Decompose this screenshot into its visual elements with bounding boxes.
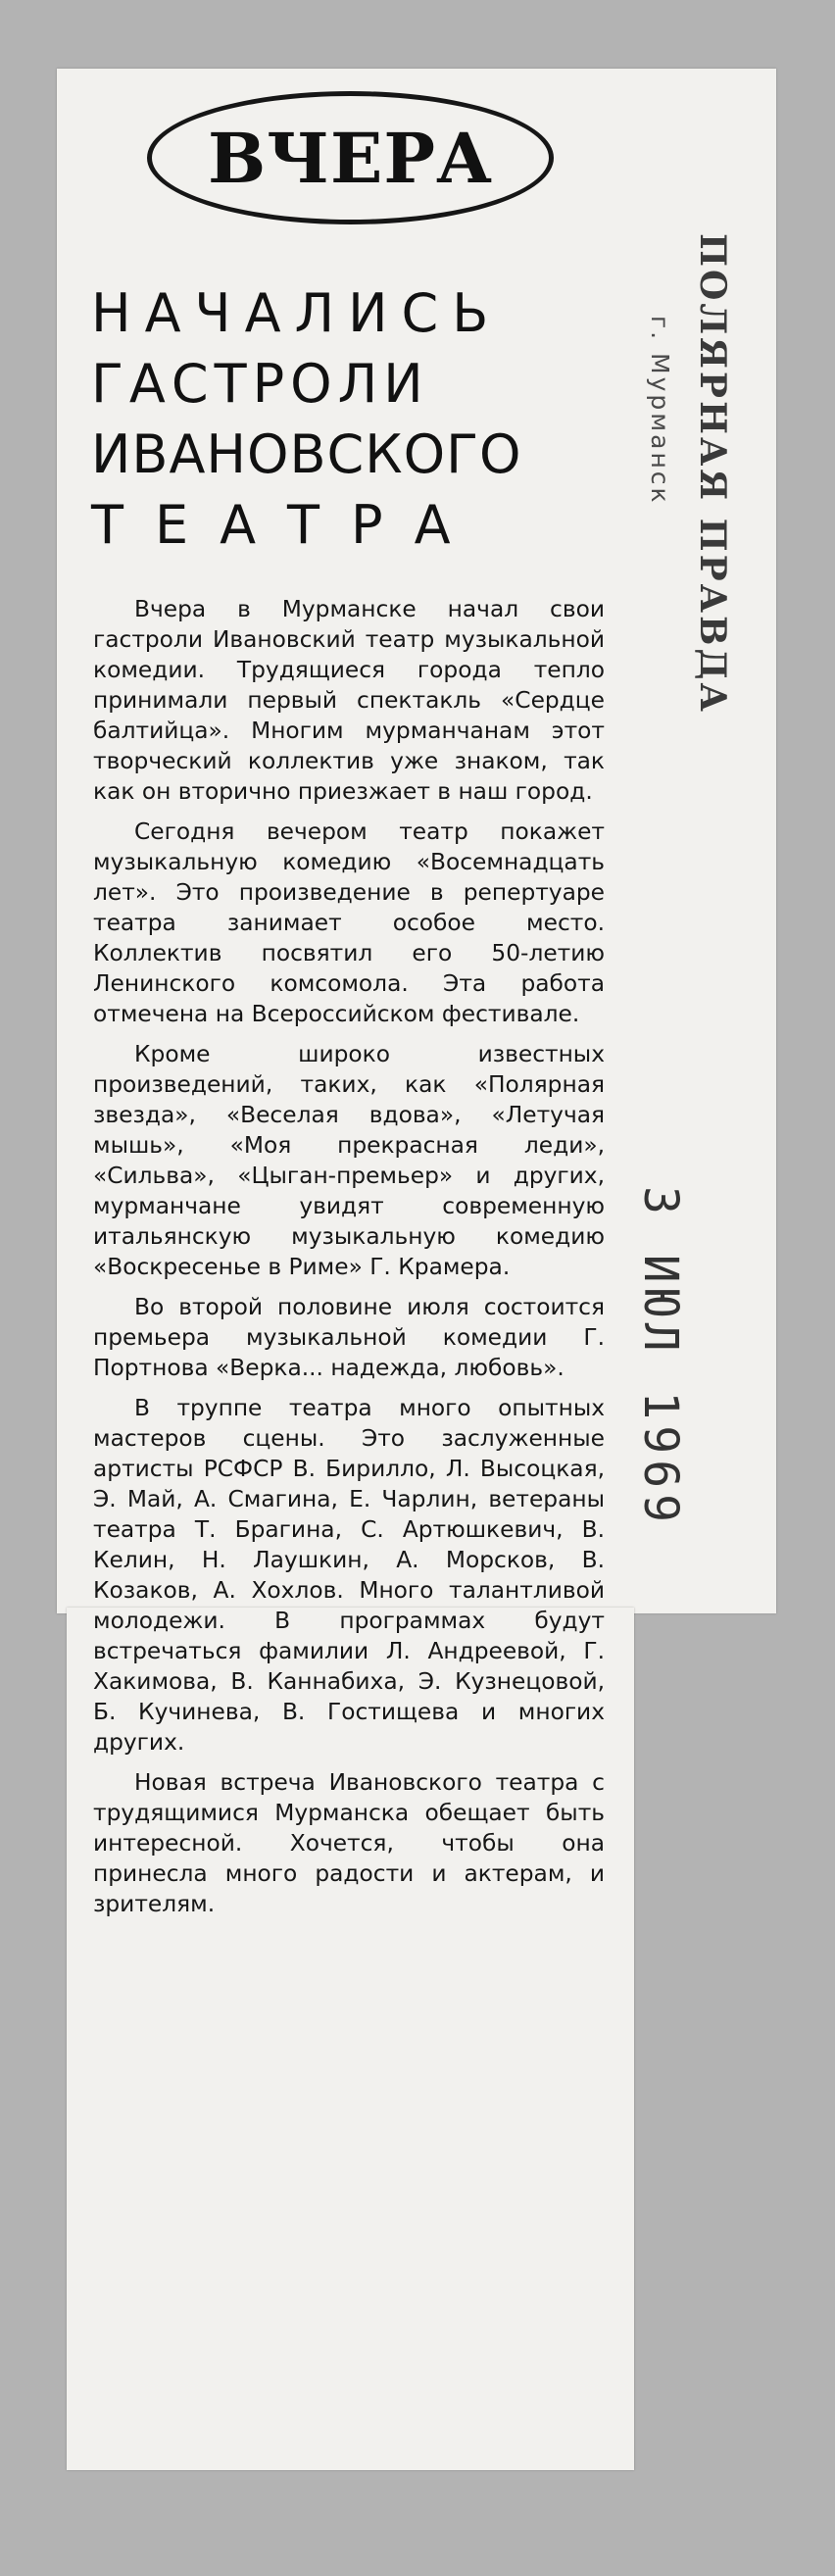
rubric-text: ВЧЕРА bbox=[207, 117, 494, 199]
paragraph-1: Вчера в Мурманске начал свои гастроли Ивановский театр музыкальной комедии. Трудящиеся города тепло принимали первый спектакль «Сердце балтийца». Многим мурманчанам этот творческий коллектив уже знаком, так как он вторично приезжает в наш город. bbox=[93, 596, 605, 805]
headline bbox=[91, 284, 625, 567]
paragraph-3: Кроме широко известных произведений, таких, как «Полярная звезда», «Веселая вдова», «Летучая мышь», «Моя прекрасная леди», «Сильва», «Цыган-премьер» и других, мурманчане увидят современную итальянскую музыкальную комедию «Воскресенье в Риме» Г. Крамера. bbox=[93, 1041, 605, 1280]
headline-line-4: ТЕАТРА bbox=[91, 494, 482, 556]
headline-line-3: ИВАНОВСКОГО bbox=[91, 423, 522, 485]
paragraph-4: Во второй половине июля состоится премьера музыкальной комедии Г. Портнова «Верка... надежда, любовь». bbox=[93, 1294, 605, 1381]
newspaper-name-stamp: ПОЛЯРНАЯ ПРАВДА bbox=[692, 233, 733, 715]
article-body bbox=[93, 594, 605, 1929]
headline-line-2: ГАСТРОЛИ bbox=[91, 353, 429, 415]
rubric-logo bbox=[147, 91, 554, 224]
paragraph-2: Сегодня вечером театр покажет музыкальную комедию «Восемнадцать лет». Это произведение в репертуаре театра занимает особое место. Коллектив посвятил его 50-летию Ленинского комсомола. Эта работа отмечена на Всероссийском фестивале. bbox=[93, 818, 605, 1027]
city-stamp: г. Мурманск bbox=[646, 316, 674, 506]
paragraph-6: Новая встреча Ивановского театра с трудящимися Мурманска обещает быть интересной. Хочется, чтобы она принесла много радости и актерам, и зрителям. bbox=[93, 1769, 605, 1917]
date-stamp: 3 ИЮЛ 1969 bbox=[633, 1186, 688, 1528]
paragraph-5: В труппе театра много опытных мастеров сцены. Это заслуженные артисты РСФСР В. Бирилло, Л. Высоцкая, Э. Май, А. Смагина, Е. Чарлин, ветераны театра Т. Брагина, С. Артюшкевич, В. Келин, Н. Лаушкин, А. Морсков, В. Козаков, А. Хохлов. Много талантливой молодежи. В программах будут встречаться фамилии Л. Андреевой, Г. Хакимова, В. Каннабиха, Э. Кузнецовой, Б. Кучинева, В. Гостищева и многих других. bbox=[93, 1395, 605, 1756]
headline-line-1: НАЧАЛИСЬ bbox=[91, 282, 503, 344]
